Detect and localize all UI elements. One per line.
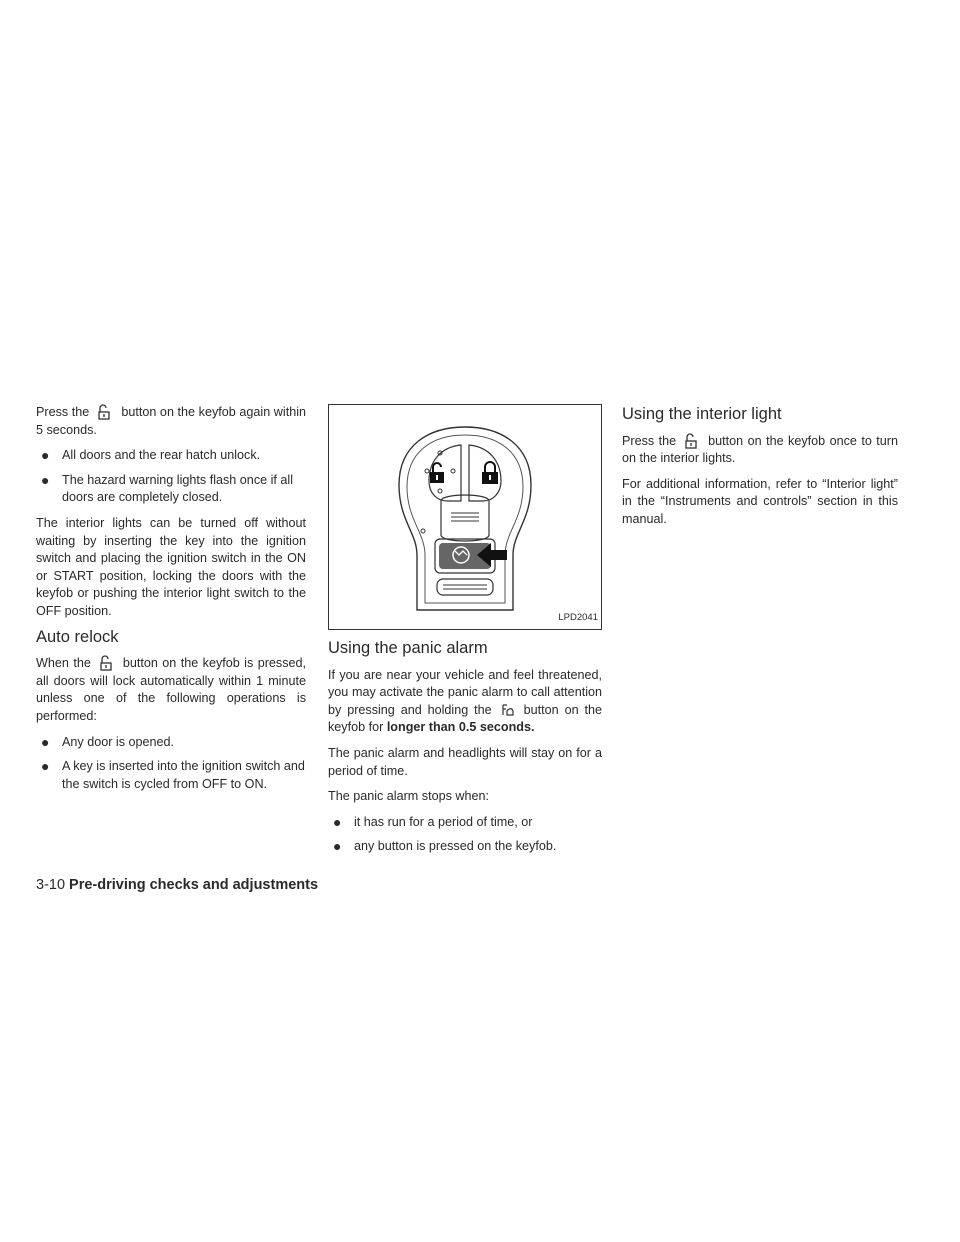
bullet: ● <box>333 838 342 855</box>
interior-lights-paragraph: The interior lights can be turned off without waiting by inserting the key into the ignition switch and placing the ignition switch in the ON or START position, locking the doors with the keyfob or pushing the interior light switch to the OFF position. <box>36 515 306 618</box>
page-number: 3-10 <box>36 877 66 893</box>
page-footer <box>36 877 318 893</box>
text: Press the <box>622 433 677 448</box>
list-item-text: A key is inserted into the ignition switch and the switch is cycled from OFF to ON. <box>62 759 305 791</box>
heading-panic-alarm: Using the panic alarm <box>328 639 488 657</box>
figure-id: LPD2041 <box>558 612 598 624</box>
bullet: ● <box>41 758 50 775</box>
list-item <box>328 838 602 856</box>
unlock-icon <box>684 433 698 449</box>
reference-paragraph: For additional information, refer to “Interior light” in the “Instruments and controls” section in this manual. <box>622 476 898 526</box>
left-column <box>36 404 306 801</box>
list-item <box>36 472 306 507</box>
list-item <box>36 734 306 752</box>
list-item-text: it has run for a period of time, or <box>354 814 533 829</box>
interior-light-paragraph <box>622 433 898 468</box>
list-item <box>36 447 306 465</box>
panic-paragraph <box>328 667 602 737</box>
bullet: ● <box>41 447 50 464</box>
unlock-icon <box>99 655 113 671</box>
list-item-text: Any door is opened. <box>62 734 175 749</box>
panic-stops-paragraph: The panic alarm stops when: <box>328 789 490 804</box>
bold-text: longer than 0.5 seconds. <box>386 720 535 735</box>
text: If you are near your vehicle and feel threatened, you may activate the panic alarm to call attention by pressing and holding the <box>328 667 602 717</box>
list-item-text: All doors and the rear hatch unlock. <box>62 448 261 463</box>
auto-relock-paragraph <box>36 655 306 725</box>
text: button on the keyfob again within 5 seconds. <box>36 405 306 437</box>
heading-auto-relock: Auto relock <box>36 627 119 646</box>
panic-duration-paragraph: The panic alarm and headlights will stay on for a period of time. <box>328 745 602 778</box>
bullet: ● <box>41 733 50 750</box>
panic-stop-bullets <box>328 814 602 856</box>
text: button on the keyfob is pressed, all doors will lock automatically within 1 minute unless one of the following operations is performed: <box>36 656 307 723</box>
middle-column <box>328 404 602 864</box>
unlock-button-icon <box>430 463 444 483</box>
list-item-text: The hazard warning lights flash once if all doors are completely closed. <box>62 472 294 505</box>
auto-relock-bullets <box>36 734 306 794</box>
keyfob-figure <box>328 404 602 630</box>
text: Press the <box>36 405 90 419</box>
unlock-paragraph <box>36 404 306 439</box>
panic-icon <box>500 702 514 718</box>
list-item-text: any button is pressed on the keyfob. <box>354 839 557 854</box>
text: button on the keyfob once to turn on the interior lights. <box>622 433 899 466</box>
unlock-icon <box>97 404 111 420</box>
right-column <box>622 404 898 537</box>
heading-interior-light: Using the interior light <box>622 405 782 423</box>
keyfob-illustration <box>329 405 601 629</box>
list-item <box>328 814 602 832</box>
unlock-bullets <box>36 447 306 507</box>
list-item <box>36 758 306 793</box>
section-title: Pre-driving checks and adjustments <box>69 877 319 893</box>
bullet: ● <box>333 813 342 830</box>
text: When the <box>36 656 91 671</box>
lock-button-icon <box>482 462 498 484</box>
bullet: ● <box>41 471 50 488</box>
text: button on the keyfob for <box>328 702 602 735</box>
